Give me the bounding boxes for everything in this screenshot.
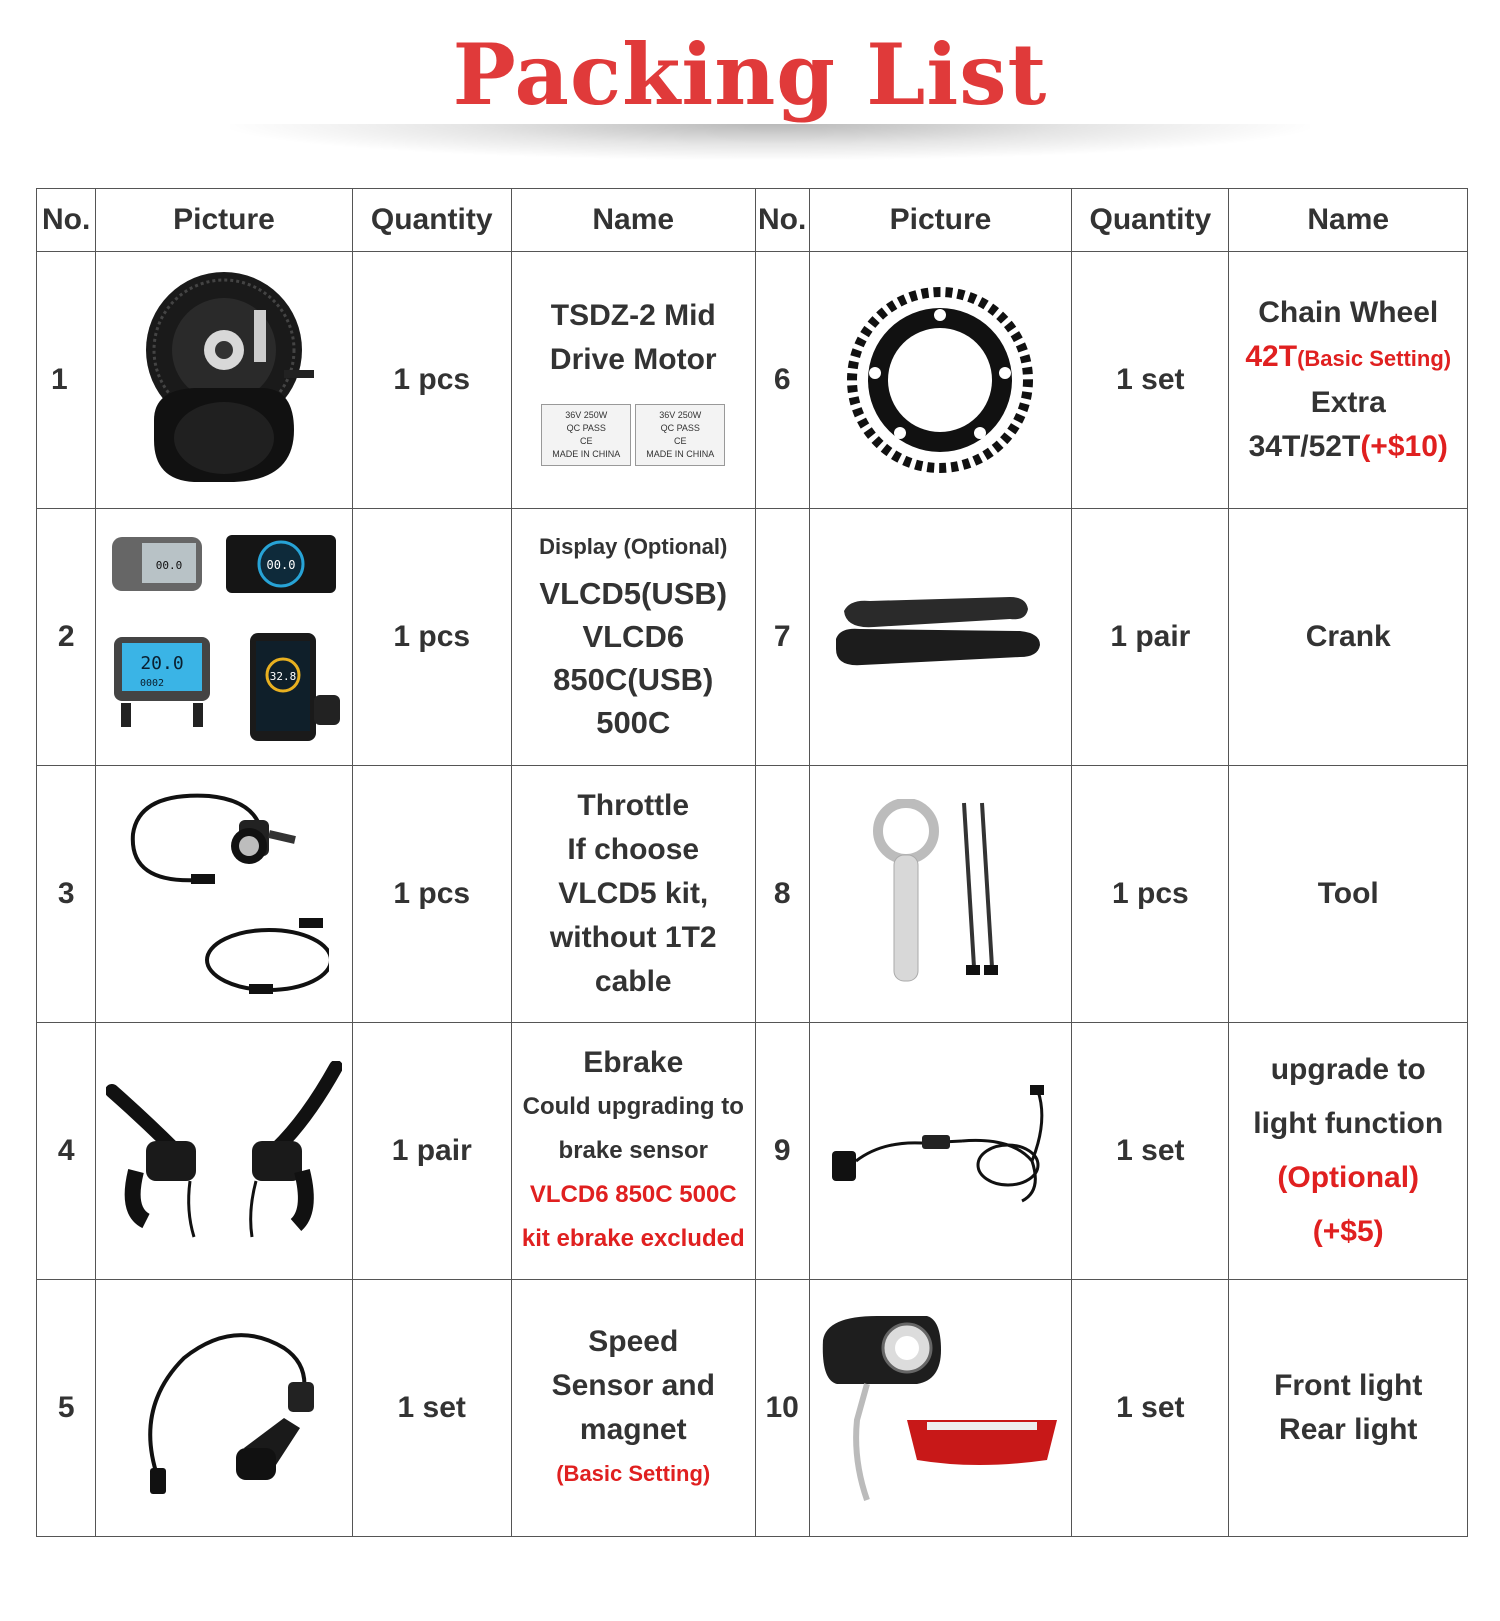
item-name-line: Throttle <box>577 789 690 822</box>
item-number: 2 <box>37 509 96 766</box>
light-cable-image <box>810 1023 1071 1279</box>
item-quantity: 1 set <box>1072 252 1229 509</box>
item-number: 4 <box>37 1023 96 1280</box>
item-name-line: kit ebrake excluded <box>521 1225 745 1252</box>
header-name: Name <box>511 189 755 252</box>
item-picture <box>96 766 352 1023</box>
item-name-line: 850C(USB) <box>553 662 714 697</box>
item-name-line: light function <box>1253 1107 1444 1140</box>
item-name-line: upgrade to <box>1270 1053 1426 1086</box>
page-title: Packing List <box>452 25 1048 124</box>
item-number: 6 <box>755 252 809 509</box>
item-name-line: VLCD6 <box>582 619 685 654</box>
item-name <box>511 1280 755 1537</box>
qc-label: 36V 250W QC PASS CE MADE IN CHINA <box>635 404 725 466</box>
item-name-line: If choose <box>567 833 700 866</box>
title-shadow <box>230 124 1310 160</box>
header-no: No. <box>755 189 809 252</box>
qc-label: 36V 250W QC PASS CE MADE IN CHINA <box>541 404 631 466</box>
item-name-line: Extra <box>1310 386 1386 419</box>
item-number: 10 <box>755 1280 809 1537</box>
header-row <box>37 189 1468 252</box>
qc-labels <box>512 404 755 466</box>
header-name: Name <box>1229 189 1468 252</box>
item-quantity: 1 pcs <box>352 509 511 766</box>
screen-reading: 00.0 <box>266 558 296 572</box>
throttle-cable-image <box>96 766 351 1022</box>
item-quantity: 1 pcs <box>1072 766 1229 1023</box>
header-picture: Picture <box>809 189 1071 252</box>
chain-wheel-image <box>810 252 1071 508</box>
optional-note: Display (Optional) <box>539 534 728 559</box>
item-name-line: (Basic Setting) <box>556 1461 711 1486</box>
item-picture <box>809 766 1071 1023</box>
header-quantity: Quantity <box>1072 189 1229 252</box>
item-quantity: 1 set <box>1072 1280 1229 1537</box>
item-name <box>511 766 755 1023</box>
item-name-line: magnet <box>579 1413 687 1446</box>
item-number: 1 <box>37 252 96 509</box>
item-number: 5 <box>37 1280 96 1537</box>
item-name-line: VLCD6 850C 500C <box>529 1181 737 1208</box>
item-name-line: 42T(Basic Setting) <box>1245 340 1452 373</box>
item-quantity: 1 set <box>352 1280 511 1537</box>
item-picture <box>96 1023 352 1280</box>
item-name-line: Drive Motor <box>549 343 717 376</box>
table-row <box>37 766 1468 1023</box>
item-name-line: Speed <box>588 1325 679 1358</box>
item-number: 3 <box>37 766 96 1023</box>
packing-list-table <box>36 188 1468 1537</box>
mid-drive-motor-image <box>96 252 351 508</box>
item-quantity: 1 pcs <box>352 766 511 1023</box>
item-picture <box>809 252 1071 509</box>
item-name-line: cable <box>594 965 672 998</box>
screen-reading: 20.0 <box>140 653 184 674</box>
item-name-line: TSDZ-2 Mid <box>550 299 716 332</box>
item-name-line: 500C <box>596 705 671 740</box>
item-name-line: 34T/52T(+$10) <box>1248 430 1448 463</box>
item-name-line: Front light <box>1274 1369 1423 1402</box>
item-name <box>511 509 755 766</box>
table-row <box>37 252 1468 509</box>
screen-reading: 0002 <box>139 678 164 689</box>
screen-reading: 32.8 <box>269 670 297 683</box>
item-quantity: 1 pair <box>1072 509 1229 766</box>
item-name: Tool <box>1229 766 1468 1023</box>
item-picture <box>809 509 1071 766</box>
item-name <box>1229 1023 1468 1280</box>
item-name-line: Rear light <box>1279 1413 1418 1446</box>
lights-image <box>810 1280 1071 1536</box>
item-picture <box>96 1280 352 1537</box>
item-name: Crank <box>1229 509 1468 766</box>
item-name <box>1229 252 1468 509</box>
item-name-line: (+$5) <box>1312 1215 1384 1248</box>
crank-arms-image <box>810 509 1071 765</box>
item-picture <box>809 1023 1071 1280</box>
header-quantity: Quantity <box>352 189 511 252</box>
table-row <box>37 509 1468 766</box>
item-name-line: Sensor and <box>551 1369 715 1402</box>
table-row <box>37 1023 1468 1280</box>
item-picture <box>96 252 352 509</box>
item-name-line: Chain Wheel <box>1258 296 1439 329</box>
item-quantity: 1 set <box>1072 1023 1229 1280</box>
item-name-line: Could upgrading to <box>522 1093 744 1120</box>
item-name <box>511 252 755 509</box>
screen-reading: 00.0 <box>155 559 183 572</box>
item-name-line: brake sensor <box>558 1137 708 1164</box>
item-name-line: VLCD5 kit, <box>558 877 709 910</box>
ebrake-levers-image <box>96 1023 351 1279</box>
item-name-line: VLCD5(USB) <box>539 576 728 611</box>
header-picture: Picture <box>96 189 352 252</box>
item-picture <box>96 509 352 766</box>
speed-sensor-image <box>96 1280 351 1536</box>
item-name <box>1229 1280 1468 1537</box>
item-number: 8 <box>755 766 809 1023</box>
item-number: 7 <box>755 509 809 766</box>
table-row <box>37 1280 1468 1537</box>
header-no: No. <box>37 189 96 252</box>
item-picture <box>809 1280 1071 1537</box>
item-name-line: (Optional) <box>1277 1161 1420 1194</box>
displays-image <box>96 509 351 765</box>
item-name <box>511 1023 755 1280</box>
tool-image <box>810 766 1071 1022</box>
item-name-line: Ebrake <box>583 1046 684 1079</box>
item-quantity: 1 pcs <box>352 252 511 509</box>
item-number: 9 <box>755 1023 809 1280</box>
item-name-line: without 1T2 <box>549 921 717 954</box>
item-quantity: 1 pair <box>352 1023 511 1280</box>
